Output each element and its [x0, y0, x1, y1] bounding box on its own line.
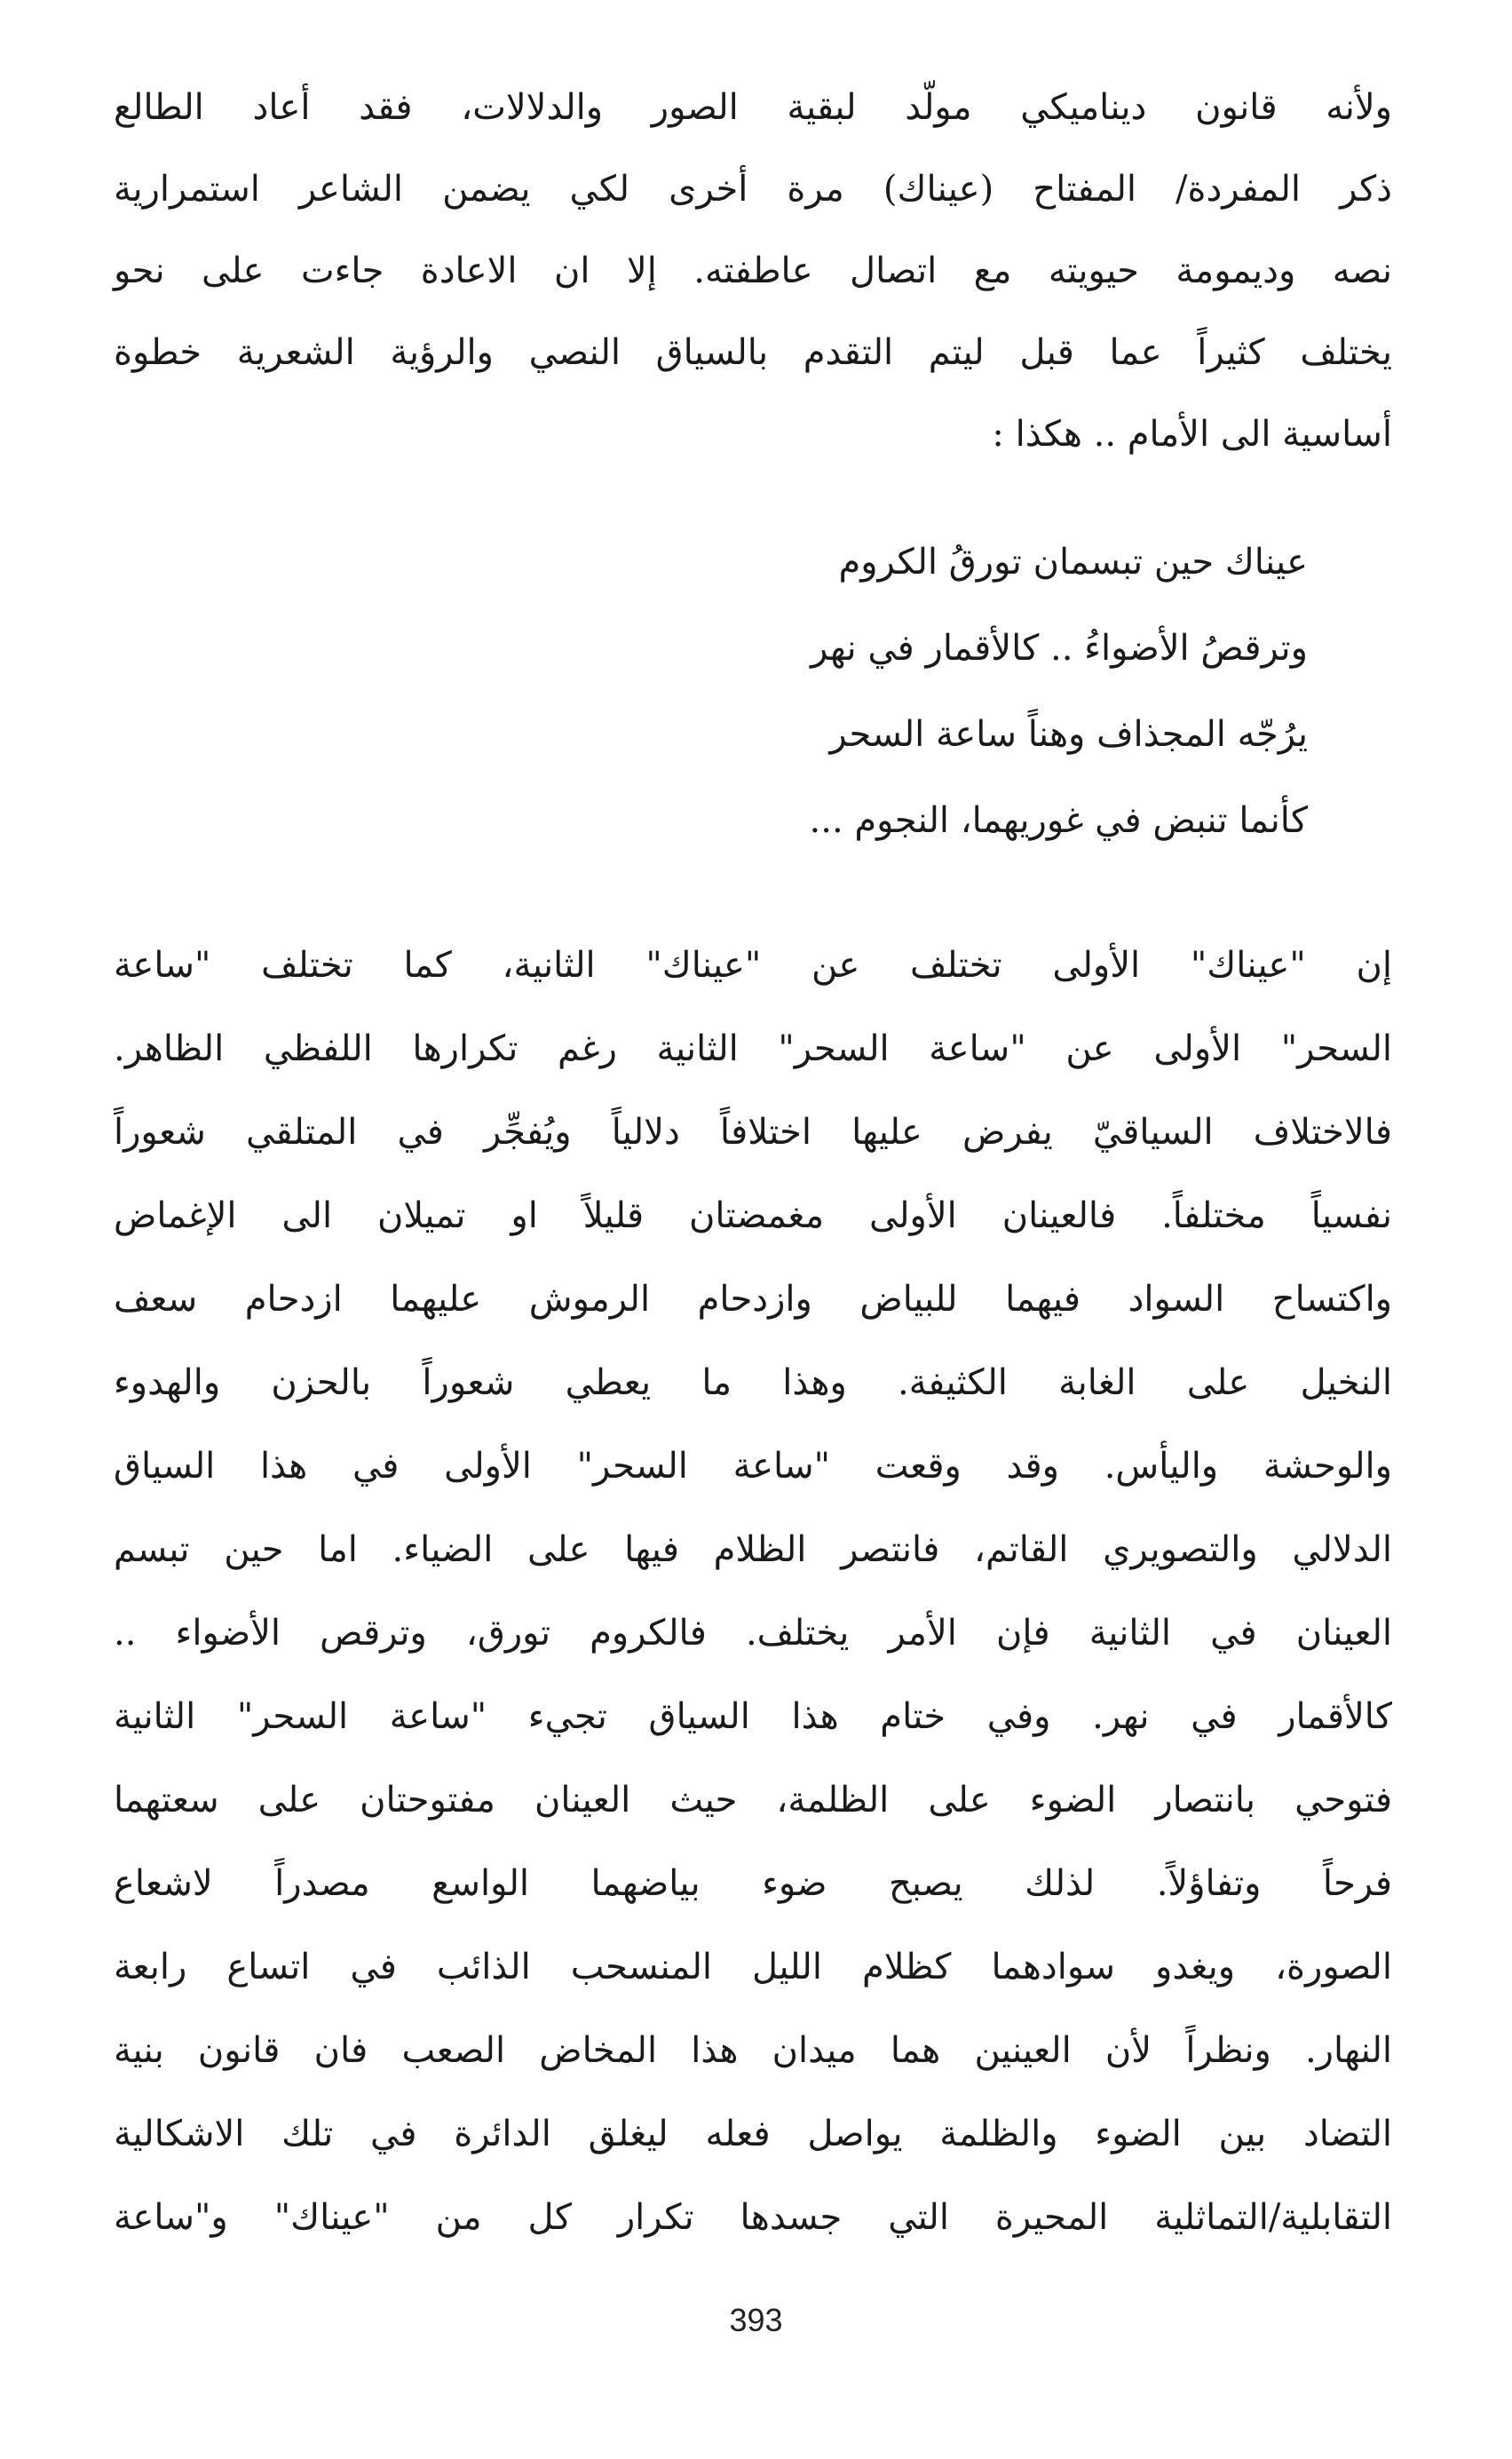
paragraph-intro	[114, 67, 1392, 475]
text-line: ذكر المفردة/ المفتاح (عيناك) مرة أخرى لكي يضمن الشاعر استمرارية	[114, 169, 1392, 210]
poem-verse: عيناك حين تبسمان تورقُ الكروم	[838, 542, 1308, 583]
text-line: أساسية الى الأمام .. هكذا :	[992, 414, 1392, 455]
text-line: فتوحي بانتصار الضوء على الظلمة، حيث العينان مفتوحتان على سعتهما	[114, 1780, 1392, 1820]
text-line: الدلالي والتصويري القاتم، فانتصر الظلام فيها على الضياء. اما حين تبسم	[114, 1529, 1392, 1570]
text-line: التضاد بين الضوء والظلمة يواصل فعله ليغلق الدائرة في تلك الاشكالية	[114, 2114, 1392, 2154]
paragraph-analysis	[114, 924, 1392, 2259]
text-line: النخيل على الغابة الكثيفة. وهذا ما يعطي شعوراً بالحزن والهدوء	[114, 1362, 1393, 1403]
text-line: فرحاً وتفاؤلاً. لذلك يصبح ضوء بياضهما الواسع مصدراً لاشعاع	[114, 1863, 1392, 1904]
text-line: إن "عيناك" الأولى تختلف عن "عيناك" الثانية، كما تختلف "ساعة	[114, 945, 1392, 986]
poem-verse: كأنما تنبض في غوريهما، النجوم ...	[809, 800, 1308, 841]
text-line: التقابلية/التماثلية المحيرة التي جسدها تكرار كل من "عيناك" و"ساعة	[114, 2197, 1392, 2238]
text-line: نصه وديمومة حيويته مع اتصال عاطفته. إلا ان الاعادة جاءت على نحو	[114, 250, 1392, 291]
text-line: النهار. ونظراً لأن العينين هما ميدان هذا المخاض الصعب فان قانون بنية	[114, 2030, 1392, 2071]
text-line: الصورة، ويغدو سوادهما كظلام الليل المنسحب الذائب في اتساع رابعة	[114, 1947, 1392, 1987]
text-line: ولأنه قانون ديناميكي مولّد لبقية الصور والدلالات، فقد أعاد الطالع	[114, 87, 1392, 128]
page-number: 393	[729, 2302, 783, 2338]
text-line: فالاختلاف السياقيّ يفرض عليها اختلافاً دلالياً ويُفجِّر في المتلقي شعوراً	[114, 1112, 1392, 1153]
text-line: العينان في الثانية فإن الأمر يختلف. فالكروم تورق، وترقص الأضواء ..	[114, 1613, 1392, 1654]
text-line: كالأقمار في نهر. وفي ختام هذا السياق تجيء "ساعة السحر" الثانية	[114, 1696, 1392, 1737]
text-line: السحر" الأولى عن "ساعة السحر" الثانية رغم تكرارها اللفظي الظاهر.	[114, 1028, 1392, 1069]
poem-verse: وترقصُ الأضواءُ .. كالأقمار في نهر	[810, 628, 1308, 669]
text-line: والوحشة واليأس. وقد وقعت "ساعة السحر" الأولى في هذا السياق	[114, 1446, 1392, 1487]
poem-quote	[598, 520, 1308, 864]
text-line: واكتساح السواد فيهما للبياض وازدحام الرموش عليهما ازدحام سعف	[114, 1279, 1392, 1320]
text-line: يختلف كثيراً عما قبل ليتم التقدم بالسياق النصي والرؤية الشعرية خطوة	[114, 332, 1392, 373]
text-line: نفسياً مختلفاً. فالعينان الأولى مغمضتان قليلاً او تميلان الى الإغماض	[114, 1195, 1393, 1236]
poem-verse: يرُجّه المجذاف وهناً ساعة السحر	[829, 714, 1308, 755]
